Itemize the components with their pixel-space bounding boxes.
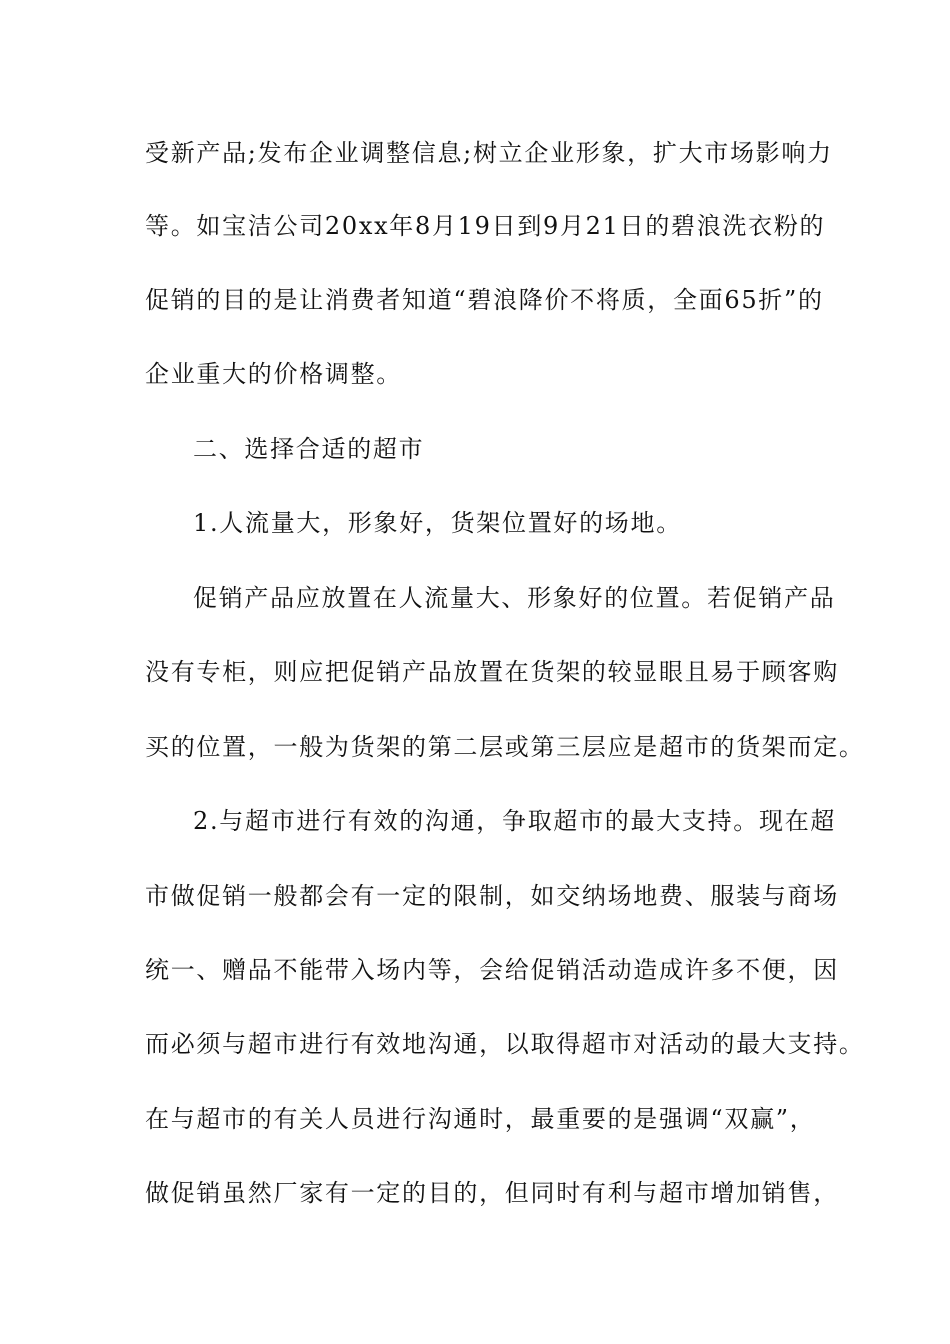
text-line: 受新产品;发布企业调整信息;树立企业形象，扩大市场影响力 — [145, 139, 833, 167]
text-line: 促销产品应放置在人流量大、形象好的位置。若促销产品 — [193, 584, 836, 612]
text-line: 企业重大的价格调整。 — [145, 360, 402, 388]
text-line: 买的位置，一般为货架的第二层或第三层应是超市的货架而定。 — [145, 733, 865, 761]
text-line: 做促销虽然厂家有一定的目的，但同时有利与超市增加销售， — [145, 1179, 839, 1207]
subheading: 2.与超市进行有效的沟通，争取超市的最大支持。现在超 — [193, 807, 837, 835]
section-heading: 二、选择合适的超市 — [193, 435, 425, 463]
subheading: 1.人流量大，形象好，货架位置好的场地。 — [193, 509, 682, 537]
text-line: 等。如宝洁公司20xx年8月19日到9月21日的碧浪洗衣粉的 — [145, 212, 826, 240]
text-line: 促销的目的是让消费者知道“碧浪降价不将质，全面65折”的 — [145, 286, 824, 314]
text-line: 在与超市的有关人员进行沟通时，最重要的是强调“双赢”， — [145, 1105, 816, 1133]
text-line: 而必须与超市进行有效地沟通，以取得超市对活动的最大支持。 — [145, 1030, 865, 1058]
text-line: 市做促销一般都会有一定的限制，如交纳场地费、服装与商场 — [145, 882, 839, 910]
text-line: 统一、赠品不能带入场内等，会给促销活动造成许多不便，因 — [145, 956, 839, 984]
text-line: 没有专柜，则应把促销产品放置在货架的较显眼且易于顾客购 — [145, 658, 839, 686]
